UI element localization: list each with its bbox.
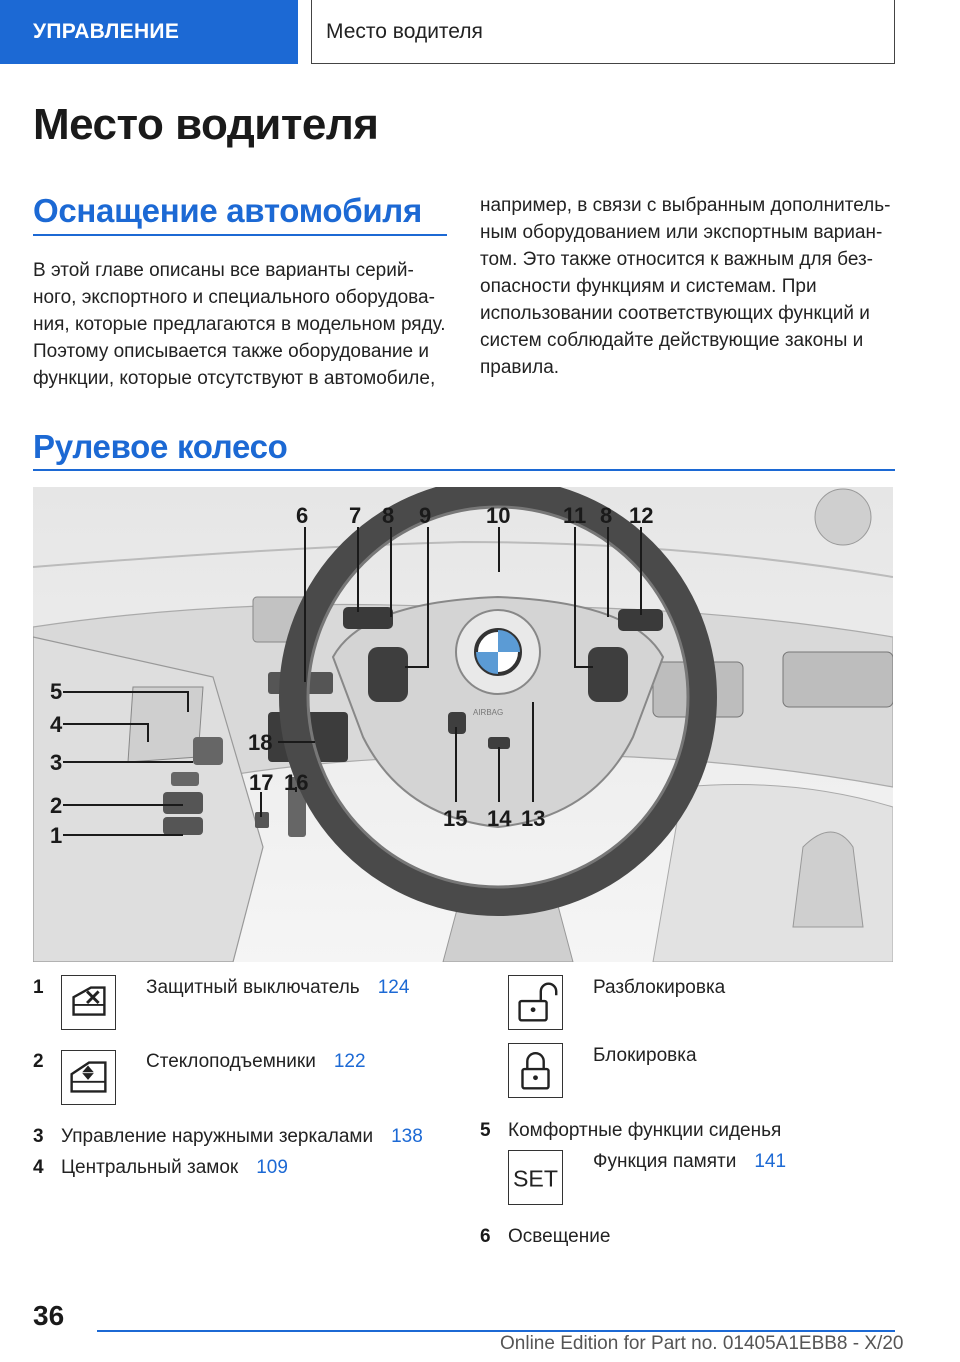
- cockpit-illustration: [33, 487, 893, 962]
- callout-3: 3: [50, 750, 63, 775]
- callout-15: 15: [443, 806, 468, 831]
- callout-18: 18: [248, 730, 273, 755]
- legend-num-3: 3: [33, 1126, 44, 1147]
- window-safety-switch-icon: [61, 975, 116, 1030]
- legend-item-3: Управление наружными зеркалами 138: [61, 1126, 423, 1147]
- legend-num-6: 6: [480, 1226, 491, 1247]
- page-ref[interactable]: 109: [256, 1157, 288, 1178]
- section-heading-equipment: Оснащение автомобиля: [33, 192, 422, 229]
- page-ref[interactable]: 124: [377, 977, 410, 998]
- chapter-box: Место водителя: [311, 0, 895, 64]
- legend-num-4: 4: [33, 1157, 44, 1178]
- callout-1: 1: [50, 823, 63, 848]
- unlock-icon: [508, 975, 563, 1030]
- intro-column-1: В этой главе описаны все варианты серий- ного, экспортного и специального оборудова- ния, которые предлагаются в модельном ряду. Поэтому описывается также оборудование и функции, которые отсутствуют в автомобиле,: [33, 260, 446, 389]
- legend-item-memory: Функция памяти 141: [593, 1151, 787, 1172]
- legend-item-lock: Блокировка: [593, 1045, 697, 1066]
- legend-item-2: Стеклоподъемники 122: [146, 1051, 366, 1072]
- set-icon: [508, 1150, 563, 1205]
- page-ref[interactable]: 122: [333, 1051, 366, 1072]
- callout-11: 11: [563, 503, 587, 528]
- legend-num-1: 1: [33, 977, 44, 998]
- footer-edition: Online Edition for Part no. 01405A1EBB8 - X/20: [500, 1333, 904, 1354]
- page-ref[interactable]: 141: [754, 1151, 787, 1172]
- callout-12: 12: [629, 503, 654, 528]
- callout-2: 2: [50, 793, 63, 818]
- footer-rule: [97, 1330, 895, 1332]
- legend-item-6: Освещение: [508, 1226, 611, 1247]
- callout-5: 5: [50, 679, 63, 704]
- legend-item-5: Комфортные функции сиденья: [508, 1120, 782, 1141]
- callout-6: 6: [296, 503, 309, 528]
- legend-item-unlock: Разблокировка: [593, 977, 726, 998]
- heading-rule: [33, 469, 895, 471]
- callout-10: 10: [486, 503, 511, 528]
- legend-num-2: 2: [33, 1051, 44, 1072]
- legend-item-1: Защитный выключатель 124: [146, 977, 410, 998]
- callout-14: 14: [487, 806, 512, 831]
- callout-9: 9: [419, 503, 432, 528]
- power-window-icon: [61, 1050, 116, 1105]
- page-ref[interactable]: 138: [391, 1126, 423, 1147]
- callout-8b: 8: [600, 503, 613, 528]
- callout-13: 13: [521, 806, 546, 831]
- section-tab: УПРАВЛЕНИЕ: [0, 0, 298, 64]
- legend-num-5: 5: [480, 1120, 491, 1141]
- callout-8: 8: [382, 503, 395, 528]
- callout-16: 16: [284, 770, 309, 795]
- lock-icon: [508, 1043, 563, 1098]
- callout-4: 4: [50, 712, 63, 737]
- cockpit-drawing: [33, 487, 893, 962]
- svg-text:SET: SET: [513, 1165, 558, 1192]
- intro-column-2: например, в связи с выбранным дополнитель- ным оборудованием или экспортным вариан- том. Это также относится к важным для без- опасности функциям и системам. При использовании соответствующих функций и систем соблюдайте действующие законы и правила.: [480, 195, 891, 378]
- callout-7: 7: [349, 503, 362, 528]
- heading-rule: [33, 234, 447, 236]
- svg-text:AIRBAG: AIRBAG: [473, 708, 504, 717]
- legend-item-4: Центральный замок 109: [61, 1157, 288, 1178]
- page-number: 36: [33, 1300, 65, 1331]
- callout-17: 17: [249, 770, 274, 795]
- section-heading-steering-wheel: Рулевое колесо: [33, 428, 288, 465]
- page-title: Место водителя: [33, 100, 379, 149]
